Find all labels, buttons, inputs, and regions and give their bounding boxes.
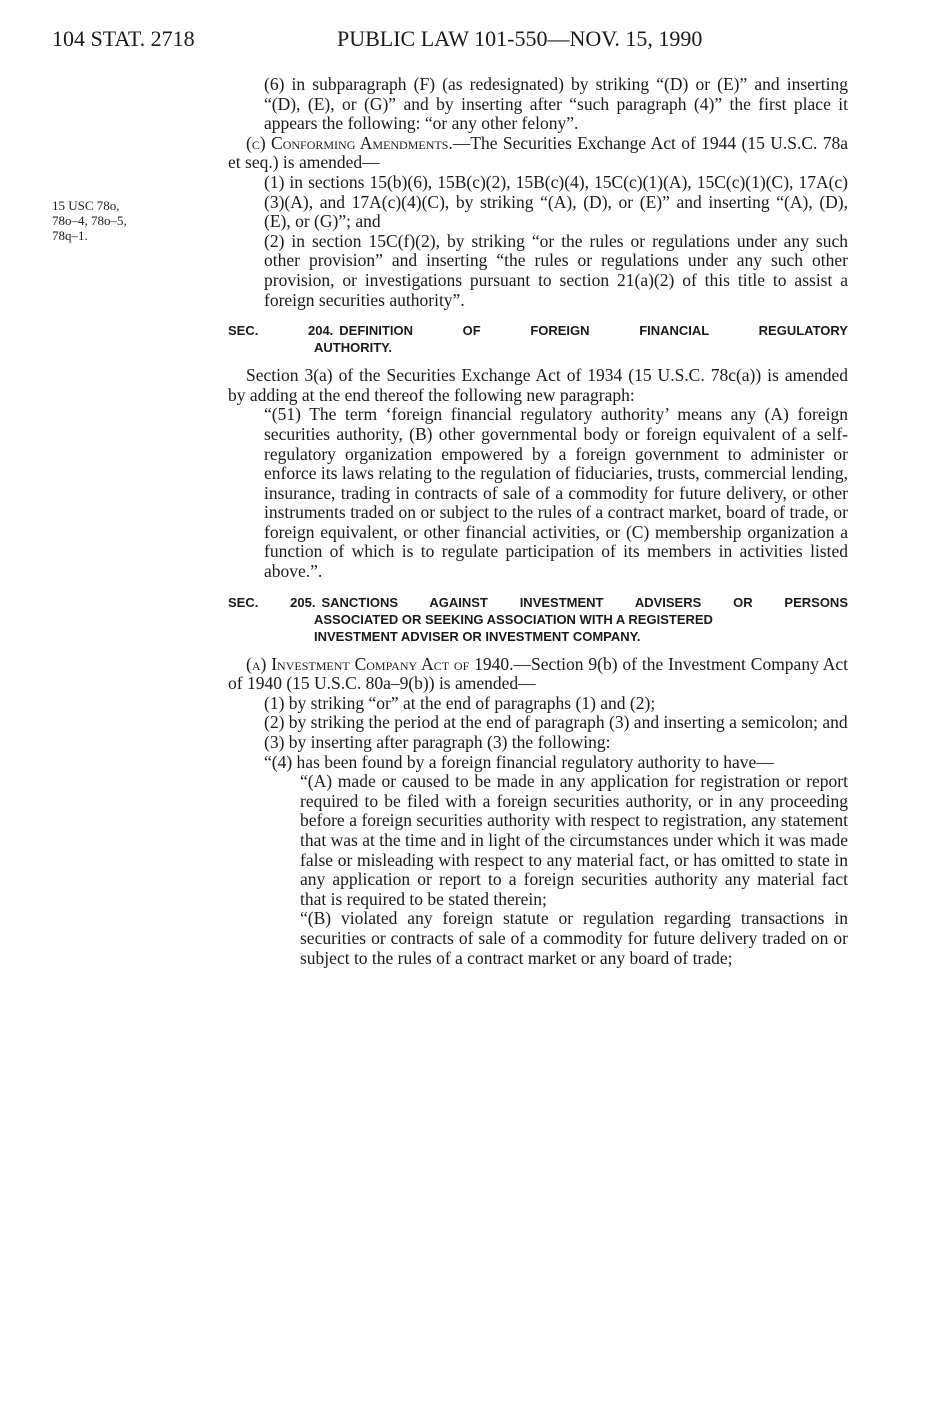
item-c1: (1) in sections 15(b)(6), 15B(c)(2), 15B(c)(4), 15C(c)(1)(A), 15C(c)(1)(C), 17A(c)(3)(A), and 17A(c)(4)(C), by striking “(A), (D), or (E)” and inserting “(A), (D), (E), or (G)”; and	[264, 171, 848, 232]
paragraph-6: (6) in subparagraph (F) (as redesignated) by striking “(D) or (E)” and inserting “(D), (E), or (G)” and by inserting after “such paragraph (4)” the first place it appears the following: “or any other felony”.	[264, 74, 848, 134]
section-204-heading	[228, 322, 848, 356]
subsection-c-heading: (c) Conforming Amendments.	[246, 132, 453, 153]
section-204-title: DEFINITION OF FOREIGN FINANCIAL REGULATORY	[339, 323, 848, 339]
section-205-line	[228, 594, 848, 611]
margin-citation-line: 78q–1.	[52, 228, 88, 243]
margin-citation-line: 78o–4, 78o–5,	[52, 213, 127, 228]
section-204-line	[228, 322, 848, 339]
section-205-title-cont: ASSOCIATED OR SEEKING ASSOCIATION WITH A REGISTERED	[314, 611, 713, 627]
public-law-title: PUBLIC LAW 101-550—NOV. 15, 1990	[337, 26, 703, 51]
section-205-title: SANCTIONS AGAINST INVESTMENT ADVISERS OR PERSONS	[321, 594, 848, 610]
section-205-heading	[228, 594, 848, 645]
section-205-number: SEC. 205.	[228, 594, 316, 610]
subsection-a-heading: (a) Investment Company Act of 1940.	[246, 653, 514, 674]
item-a3: (3) by inserting after paragraph (3) the following:	[264, 732, 611, 753]
item-a2: (2) by striking the period at the end of paragraph (3) and inserting a semicolon; and	[264, 712, 848, 733]
item-c2: (2) in section 15C(f)(2), by striking “or the rules or regulations under any such other provision” and inserting “the rules or regulations under any such other provision, or investigations pursuant to section 21(a)(2) of this title to assist a foreign securities authority”.	[264, 230, 848, 310]
subsection-c	[228, 134, 848, 173]
margin-citation	[52, 198, 192, 243]
paragraph-51: “(51) The term ‘foreign financial regulatory authority’ means any (A) foreign securities authority, (B) other governmental body or foreign equivalent of a self-regulatory organization empowered by a foreign government to administer or enforce its laws relating to the regulation of fiduciaries, trusts, commercial lending, insurance, trading in contracts of sale of a commodity for future delivery, or other instruments traded on or subject to the rules of a contract market, board of trade, or foreign equivalent, or other financial activities, or (C) membership organization a function of which is to regulate participation of its members in activities listed above.”.	[264, 404, 848, 582]
stat-page-number: 104 STAT. 2718	[52, 26, 195, 51]
subsection-a	[228, 655, 848, 694]
quoted-subparagraph-b: “(B) violated any foreign statute or regulation regarding transactions in securities or contracts of sale of a commodity for future delivery traded on or subject to the rules of a contract market or any board of trade;	[300, 908, 848, 968]
subsection-c-text: —The Securities Exchange Act of 1944 (15 U.S.C. 78a et seq.) is amended—	[228, 132, 848, 173]
quoted-paragraph-4: “(4) has been found by a foreign financial regulatory authority to have—	[264, 751, 774, 772]
margin-citation-line: 15 USC 78o,	[52, 198, 120, 213]
section-204-text: Section 3(a) of the Securities Exchange Act of 1934 (15 U.S.C. 78c(a)) is amended by adding at the end thereof the following new paragraph:	[228, 365, 848, 405]
section-204-title-cont: AUTHORITY.	[314, 340, 392, 356]
subsection-a-text: —Section 9(b) of the Investment Company Act of 1940 (15 U.S.C. 80a–9(b)) is amended—	[228, 653, 848, 694]
page-header	[52, 26, 852, 58]
law-text-body	[228, 75, 848, 968]
section-205-title-cont: INVESTMENT ADVISER OR INVESTMENT COMPANY.	[314, 628, 641, 644]
item-a1: (1) by striking “or” at the end of paragraphs (1) and (2);	[264, 692, 656, 713]
quoted-subparagraph-a: “(A) made or caused to be made in any application for registration or report required to be filed with a foreign securities authority, or in any proceeding before a foreign securities authority with respect to registration, any statement that was at the time and in light of the circumstances under which it was made false or misleading with respect to any material fact, or has omitted to state in any application or report to a foreign securities authority any material fact that is required to be stated therein;	[300, 771, 848, 909]
section-204-number: SEC. 204.	[228, 323, 334, 339]
